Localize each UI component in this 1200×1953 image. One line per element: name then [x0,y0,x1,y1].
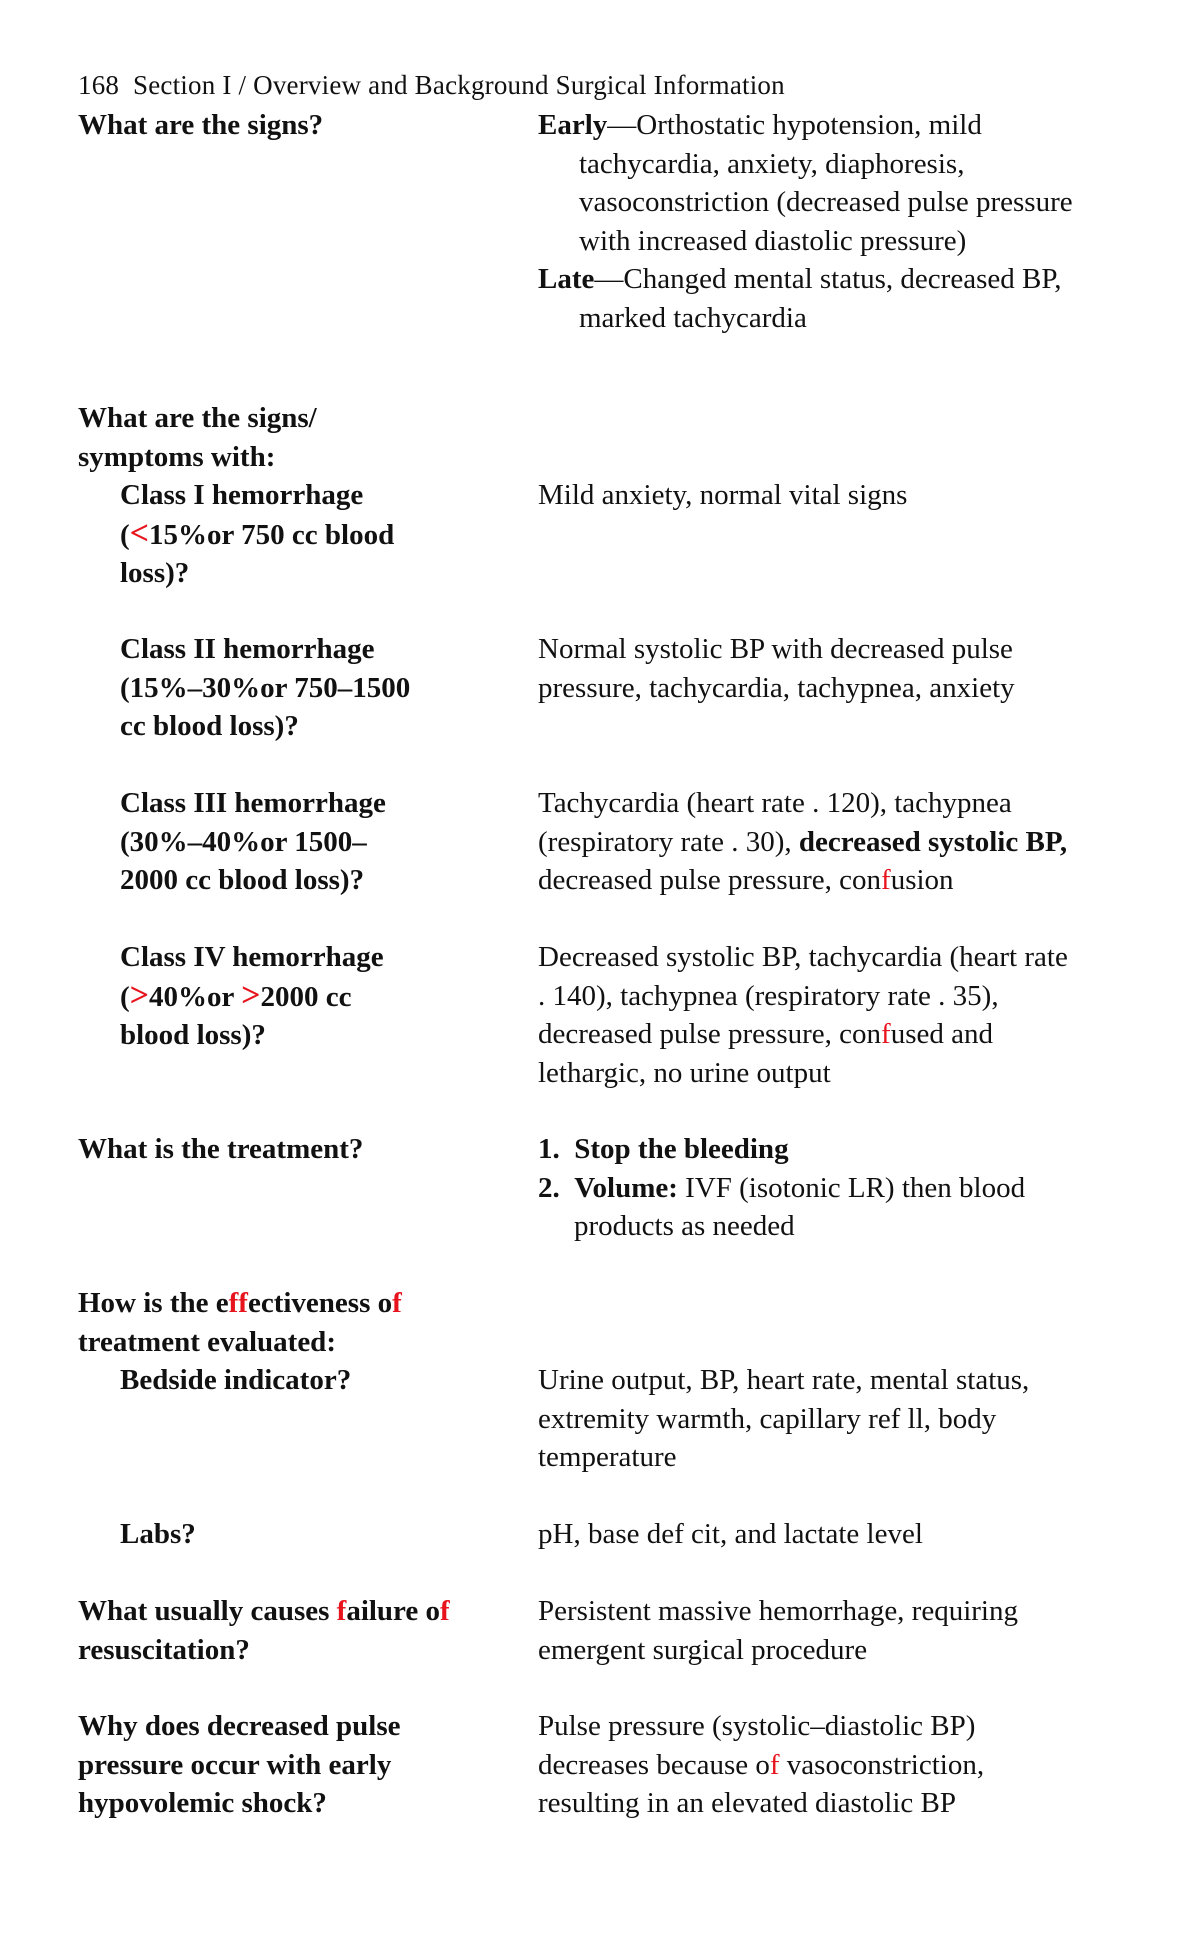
effectiveness-q-text: How is the e [78,1287,229,1319]
question-class1 [120,476,440,593]
pulse-answer-red: f [769,1748,780,1781]
class3-answer-bold: decreased systolic BP, [798,825,1068,858]
item-number: 1. [538,1133,560,1165]
failure-q-text-3: resuscitation? [78,1633,250,1666]
effectiveness-q-red-2: f [392,1287,402,1319]
early-text: —Orthostatic hypotension, mild tachycardia, anxiety, diaphoresis, vasoconstriction (decreased pulse pressure with increased diastolic pressure) [579,109,1073,257]
treatment-item-1 [538,1130,1078,1169]
class4-answer-text: Decreased systolic BP, tachycardia (heart rate . 140), tachypnea (respiratory rate . 35), decreased pulse pressure, con [538,941,1068,1050]
failure-q-red: f [336,1595,347,1627]
page-number: 168 [78,70,120,100]
late-text: —Changed mental status, decreased BP, marked tachycardia [579,263,1062,334]
answer-signs [538,106,1098,337]
question-failure [78,1592,528,1669]
running-header [78,70,785,101]
question-class2: Class II hemorrhage (15%–30%or 750–1500 cc blood loss)? [120,633,411,742]
class4-open-paren: ( [120,980,130,1013]
question-labs: Labs? [120,1518,196,1550]
question-signs: What are the signs? [78,109,324,141]
question-effectiveness [78,1284,518,1361]
failure-q-text: What usually causes [78,1595,337,1627]
class3-answer-text-3: usion [890,864,954,896]
question-pulse: Why does decreased pulse pressure occur with early hypovolemic shock? [78,1710,401,1819]
class4-title: Class IV hemorrhage [120,941,384,973]
item-label: Volume: [574,1171,678,1204]
question-treatment: What is the treatment? [78,1133,364,1165]
treatment-item-2 [538,1169,1078,1246]
question-class3: Class III hemorrhage (30%–40%or 1500–2000 cc blood loss)? [120,787,386,896]
pulse-answer-text-2: vasoconstriction, resulting in an elevated diastolic BP [538,1748,985,1819]
answer-class2: Normal systolic BP with decreased pulse pressure, tachycardia, tachypnea, anxiety [538,633,1015,704]
effectiveness-q-text-2: ectiveness o [247,1287,393,1319]
section-title: Section I / Overview and Background Surgical Information [133,70,785,100]
item-number-2: 2. [538,1171,560,1204]
effectiveness-q-text-3: treatment evaluated: [78,1325,336,1358]
greater-than-symbol: > [129,976,150,1014]
less-than-symbol: < [129,514,150,552]
late-signs [538,260,1098,337]
item-text: Stop the bleeding [574,1133,789,1165]
pulse-answer-text: Pulse pressure (systolic–diastolic BP) decreases because o [538,1710,976,1781]
answer-treatment [538,1130,1078,1246]
answer-class1: Mild anxiety, normal vital signs [538,479,908,511]
failure-q-text-2: ailure o [346,1595,441,1627]
early-signs [538,106,1098,260]
class3-answer-text: Tachycardia (heart rate . 120), tachypnea (respiratory rate . 30), [538,787,1012,858]
class4-range: 2000 cc blood loss)? [120,980,352,1051]
early-label: Early [538,109,608,141]
answer-pulse [538,1707,1058,1823]
answer-failure: Persistent massive hemorrhage, requiring emergent surgical procedure [538,1595,1018,1666]
class4-answer-red: f [881,1018,891,1050]
class4-mid: 40%or [149,980,242,1013]
question-class4 [120,938,420,1055]
late-label: Late [538,263,595,295]
item-text-2: IVF (isotonic LR) then blood products as needed [574,1171,1026,1242]
effectiveness-q-red: ff [228,1287,248,1319]
answer-labs: pH, base def cit, and lactate level [538,1518,923,1550]
answer-class4 [538,938,1078,1092]
failure-q-red-2: f [440,1595,450,1627]
class3-answer-red: f [881,864,891,896]
question-classes-intro: What are the signs/ symptoms with: [78,402,317,473]
class1-open-paren: ( [120,518,130,551]
class4-answer-text-2: used and lethargic, no urine output [538,1018,993,1089]
answer-bedside: Urine output, BP, heart rate, mental status, extremity warmth, capillary ref ll, body temperature [538,1364,1030,1473]
question-bedside: Bedside indicator? [120,1364,352,1396]
class3-answer-text-2: decreased pulse pressure, con [538,864,882,896]
class1-title: Class I hemorrhage [120,479,364,511]
greater-than-symbol-2: > [241,976,261,1014]
answer-class3 [538,784,1083,900]
class1-range: 15%or 750 cc blood loss)? [120,518,395,589]
